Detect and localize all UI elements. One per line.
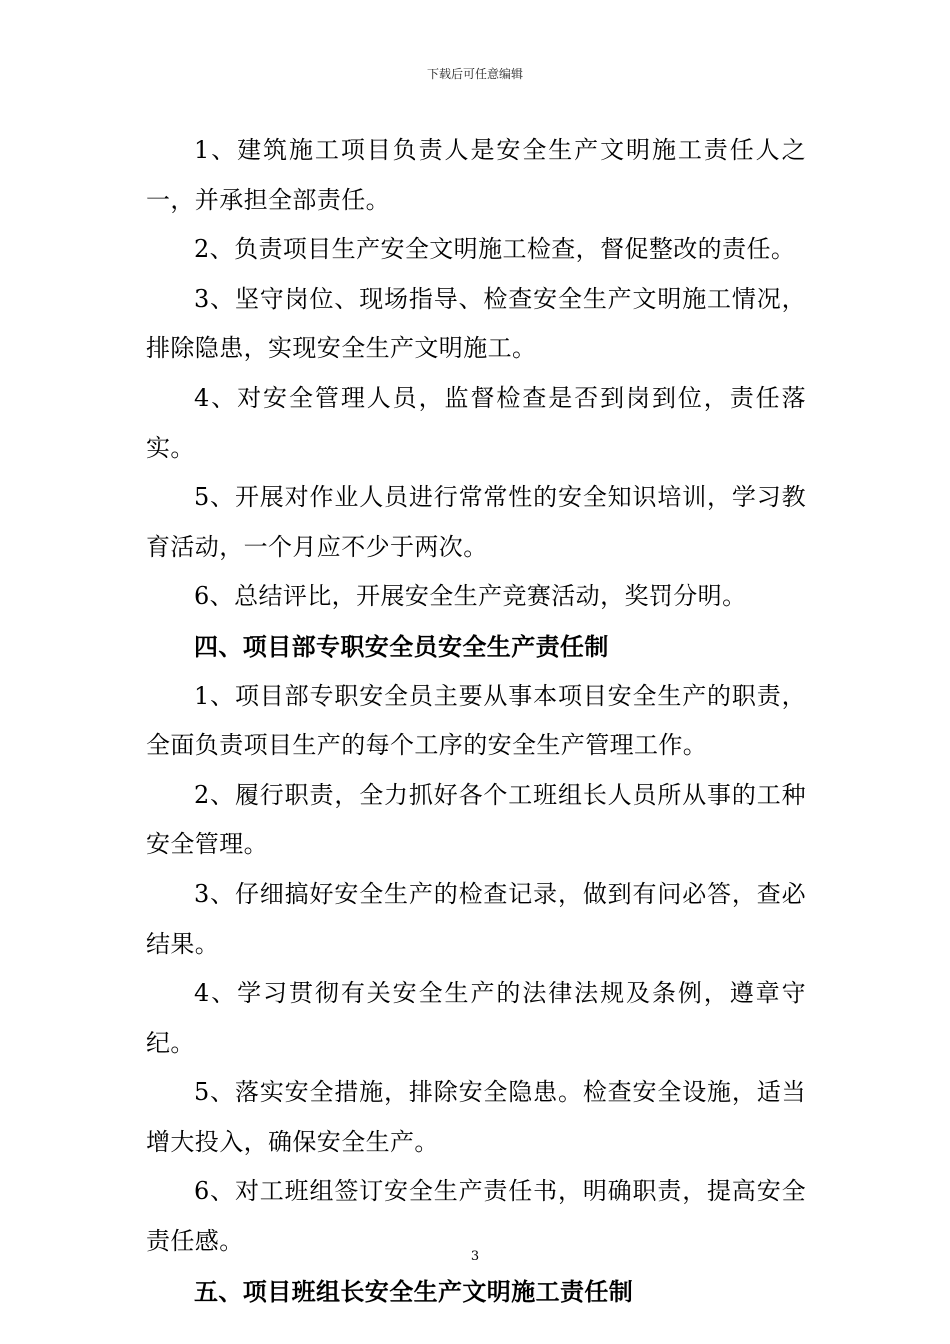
page-number: 3: [470, 1249, 480, 1264]
paragraph-item: 3、坚守岗位、现场指导、检查安全生产文明施工情况，排除隐患，实现安全生产文明施工。: [146, 284, 806, 363]
paragraph-item: 6、总结评比，开展安全生产竞赛活动，奖罚分明。: [194, 582, 747, 611]
paragraph-item: 1、建筑施工项目负责人是安全生产文明施工责任人之一，并承担全部责任。: [146, 136, 806, 214]
paragraph-item: 6、对工班组签订安全生产责任书，明确职责，提高安全责任感。: [146, 1177, 806, 1256]
page-header: 下载后可任意编辑: [426, 67, 523, 81]
paragraph-item: 2、负责项目生产安全文明施工检查，督促整改的责任。: [194, 235, 796, 264]
paragraph-item: 1、项目部专职安全员主要从事本项目安全生产的职责，全面负责项目生产的每个工序的安全生产管理工作。: [146, 681, 806, 760]
paragraph-item: 5、开展对作业人员进行常常性的安全知识培训，学习教育活动，一个月应不少于两次。: [146, 483, 806, 561]
paragraph-item: 5、落实安全措施，排除安全隐患。检查安全设施，适当增大投入，确保安全生产。: [146, 1078, 806, 1156]
section-heading: 四、项目部专职安全员安全生产责任制: [194, 631, 609, 661]
section-heading: 五、项目班组长安全生产文明施工责任制: [194, 1276, 634, 1306]
paragraph-item: 4、对安全管理人员，监督检查是否到岗到位，责任落实。: [146, 383, 806, 462]
document-body: [146, 126, 806, 1316]
paragraph-item: 2、履行职责，全力抓好各个工班组长人员所从事的工种安全管理。: [146, 780, 806, 859]
paragraph-item: 4、学习贯彻有关安全生产的法律法规及条例，遵章守纪。: [146, 979, 806, 1057]
paragraph-item: 3、仔细搞好安全生产的检查记录，做到有问必答，查必结果。: [146, 879, 806, 958]
